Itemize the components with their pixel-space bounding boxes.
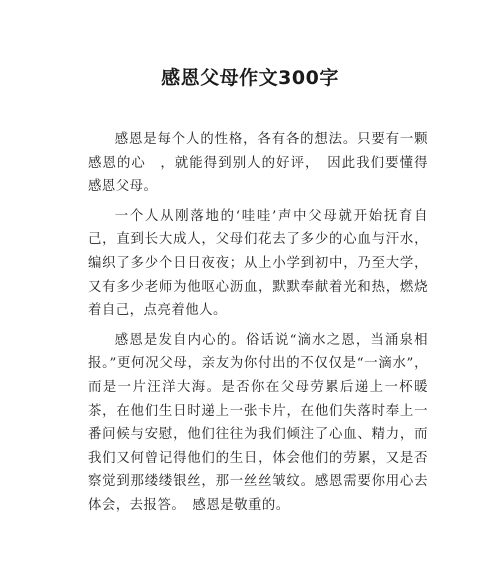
paragraph-1: 感恩是每个人的性格，各有各的想法。只要有一颗感恩的心 ，就能得到别人的好评， 因此我们要懂得感恩父母。: [88, 132, 428, 195]
paragraph-3: 感恩是发自内心的。俗话说“滴水之恩，当涌泉相报。”更何况父母，亲友为你付出的不仅仅是“一滴水”，而是一片汪洋大海。是否你在父母劳累后递上一杯暖茶，在他们生日时递上一张卡片，在他们失落时奉上一番问候与安慰，他们往往为我们倾注了心血、精力，而我们又何曾记得他们的生日，体会他们的劳累，又是否察觉到那缕缕银丝，那一丝丝皱纹。感恩需要你用心去体会，去报答。 感恩是敬重的。: [88, 332, 428, 513]
document-title: 感恩父母作文300字: [161, 67, 339, 89]
document-body: [88, 128, 428, 518]
paragraph-2: 一个人从刚落地的‘哇哇’声中父母就开始抚育自己，直到长大成人，父母们花去了多少的心血与汗水，编织了多少个日日夜夜；从上小学到初中，乃至大学，又有多少老师为他呕心沥血，默默奉献着光和热，燃烧着自己，点亮着他人。: [88, 208, 428, 319]
